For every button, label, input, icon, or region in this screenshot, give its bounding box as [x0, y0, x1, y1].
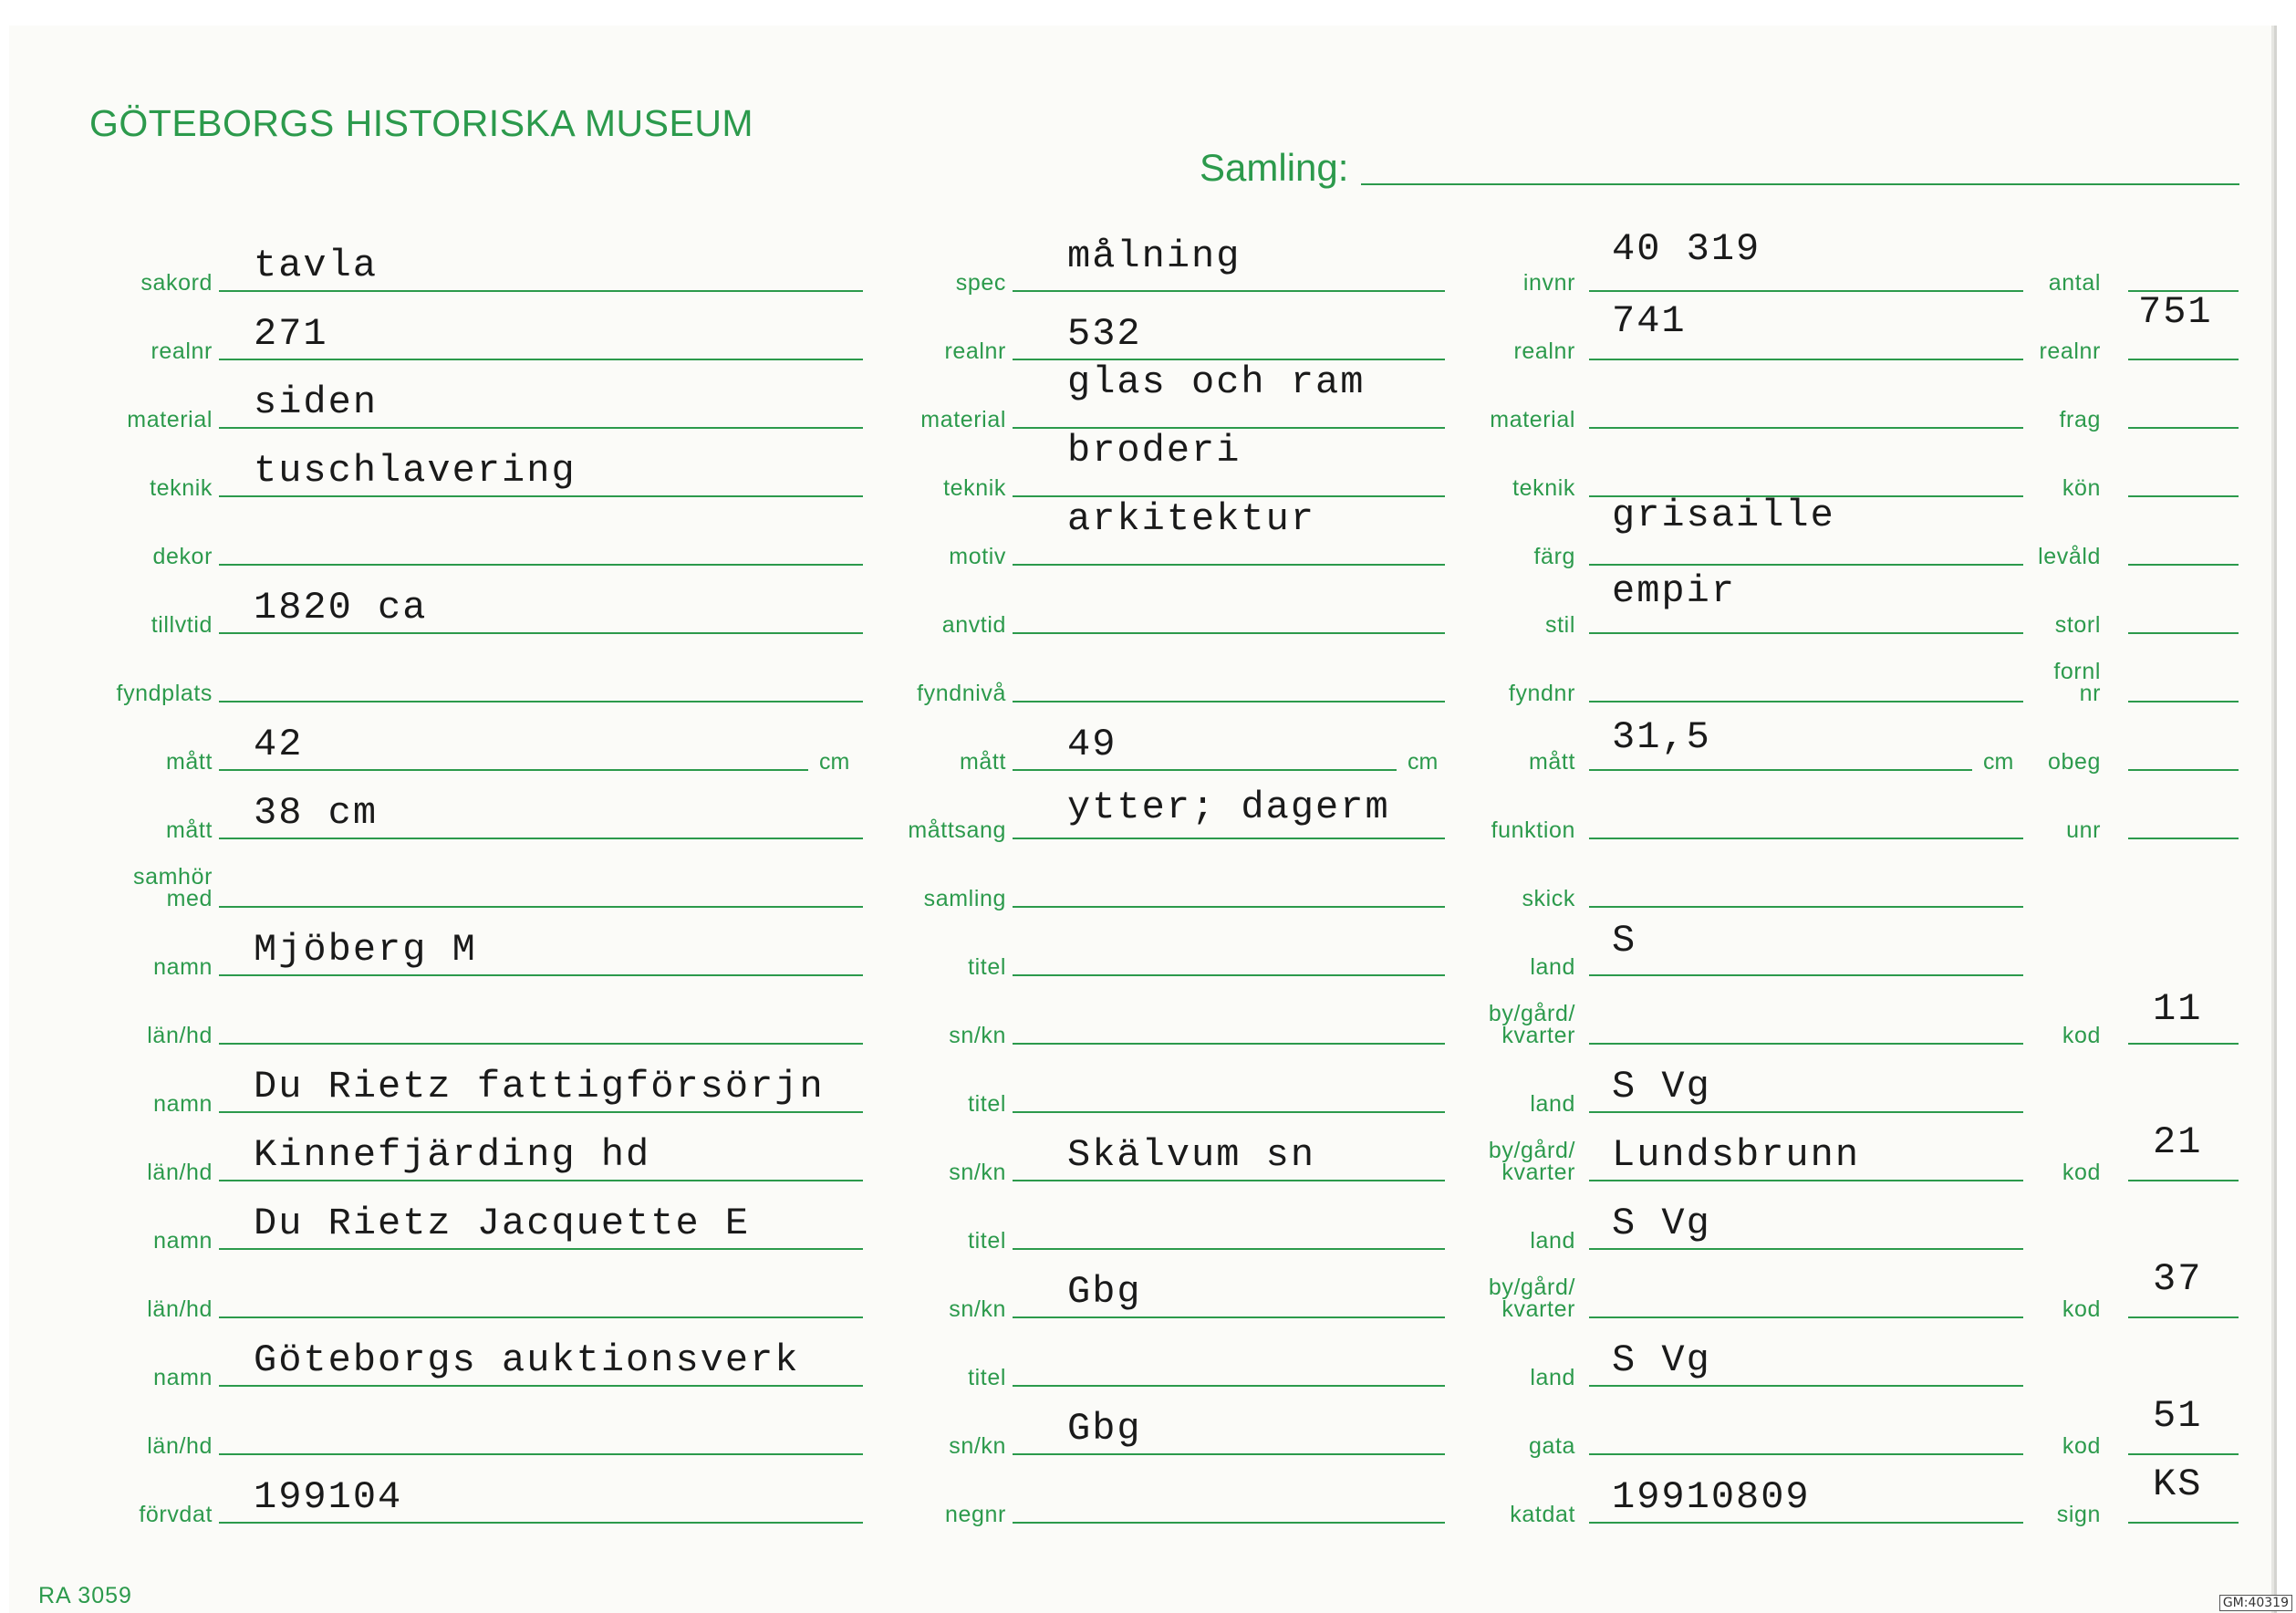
field-line [1013, 701, 1445, 702]
field-line [2128, 1316, 2239, 1318]
field-label-kod: kod [2062, 1023, 2101, 1048]
field-label-teknik: teknik [150, 475, 213, 501]
field-line [1013, 1111, 1445, 1113]
field-line [219, 564, 863, 566]
field-label-titel: titel [968, 1365, 1006, 1390]
field-label-teknik: teknik [943, 475, 1006, 501]
field-line [2128, 427, 2239, 429]
field-line [1589, 974, 2023, 976]
form-code: RA 3059 [38, 1583, 132, 1608]
edge-inventory-tag: GM:40319 [2219, 1595, 2292, 1611]
field-label-måttsang: måttsang [908, 817, 1006, 843]
field-line [219, 1043, 863, 1045]
field-value-namn: Du Rietz fattigförsörjn [254, 1065, 825, 1108]
field-value-sn-kn: Gbg [1067, 1270, 1142, 1314]
field-value-by-gård-kvarter: Lundsbrunn [1612, 1133, 1861, 1177]
field-value-namn: Du Rietz Jacquette E [254, 1202, 751, 1245]
field-label-negnr: negnr [945, 1502, 1006, 1527]
field-label-levåld: levåld [2038, 544, 2101, 569]
field-value-kod: 21 [2153, 1120, 2203, 1164]
field-value-sakord: tavla [254, 244, 379, 287]
field-line [1013, 564, 1445, 566]
field-value-teknik: tuschlavering [254, 449, 577, 493]
field-line [1589, 359, 2023, 360]
field-label-by-gård-kvarter: by/gård/ kvarter [1488, 1001, 1575, 1048]
field-value-land: S [1612, 919, 1637, 963]
field-line [2128, 838, 2239, 839]
field-label-stil: stil [1545, 612, 1575, 638]
field-line [219, 1385, 863, 1387]
field-label-anvtid: anvtid [941, 612, 1006, 638]
field-line [2128, 1453, 2239, 1455]
field-value-realnr: 271 [254, 312, 328, 356]
field-label-kod: kod [2062, 1433, 2101, 1459]
field-label-fyndnr: fyndnr [1508, 681, 1575, 706]
field-label-namn: namn [153, 1228, 213, 1254]
field-line [2128, 495, 2239, 497]
field-line [1013, 974, 1445, 976]
field-label-mått: mått [165, 749, 213, 775]
field-line [2128, 1180, 2239, 1181]
field-line [219, 1316, 863, 1318]
field-value-teknik: broderi [1067, 429, 1242, 473]
field-label-tillvtid: tillvtid [151, 612, 213, 638]
field-label-kod: kod [2062, 1160, 2101, 1185]
samling-line [1361, 183, 2239, 185]
field-line [219, 701, 863, 702]
field-value-sn-kn: Gbg [1067, 1407, 1142, 1451]
field-label-storl: storl [2054, 612, 2101, 638]
field-label-färg: färg [1533, 544, 1575, 569]
field-value-spec: målning [1067, 234, 1242, 278]
field-line [1013, 1453, 1445, 1455]
field-value-län-hd: Kinnefjärding hd [254, 1133, 651, 1177]
unit-cm: cm [1408, 749, 1439, 775]
field-value-måttsang: ytter; dagerm [1067, 786, 1390, 829]
field-line [1589, 769, 1972, 771]
unit-cm: cm [1983, 749, 2014, 775]
field-line [219, 290, 863, 292]
field-line [1013, 1043, 1445, 1045]
field-value-sign: KS [2153, 1462, 2203, 1506]
field-line [219, 427, 863, 429]
field-label-sn-kn: sn/kn [949, 1296, 1006, 1322]
field-label-by-gård-kvarter: by/gård/ kvarter [1488, 1275, 1575, 1322]
field-line [1589, 632, 2023, 634]
field-label-sakord: sakord [140, 270, 213, 296]
field-label-realnr: realnr [1513, 338, 1575, 364]
field-line [219, 1522, 863, 1524]
field-label-län-hd: län/hd [147, 1433, 213, 1459]
field-line [219, 632, 863, 634]
field-label-sn-kn: sn/kn [949, 1160, 1006, 1185]
field-line [1589, 1248, 2023, 1250]
field-line [219, 838, 863, 839]
field-label-motiv: motiv [949, 544, 1006, 569]
field-value-namn: Mjöberg M [254, 928, 477, 972]
field-label-skick: skick [1522, 886, 1575, 911]
field-line [219, 906, 863, 908]
field-line [1589, 290, 2023, 292]
field-line [1589, 1180, 2023, 1181]
field-value-land: S Vg [1612, 1202, 1711, 1245]
field-line [219, 359, 863, 360]
field-value-invnr: 40 319 [1612, 227, 1761, 271]
field-value-mått: 31,5 [1612, 715, 1711, 759]
field-label-material: material [920, 407, 1006, 432]
field-line [1589, 1316, 2023, 1318]
field-label-förvdat: förvdat [139, 1502, 213, 1527]
field-label-antal: antal [2048, 270, 2101, 296]
field-label-land: land [1530, 1365, 1575, 1390]
field-line [2128, 769, 2239, 771]
field-value-kod: 37 [2153, 1257, 2203, 1301]
field-label-sn-kn: sn/kn [949, 1433, 1006, 1459]
museum-title: GÖTEBORGS HISTORISKA MUSEUM [89, 102, 754, 144]
field-value-material: siden [254, 380, 379, 424]
field-line [1589, 564, 2023, 566]
field-label-spec: spec [955, 270, 1006, 296]
field-label-län-hd: län/hd [147, 1296, 213, 1322]
unit-cm: cm [819, 749, 850, 775]
field-line [1013, 1316, 1445, 1318]
field-line [219, 1453, 863, 1455]
field-label-titel: titel [968, 1091, 1006, 1117]
field-label-katdat: katdat [1510, 1502, 1575, 1527]
field-label-namn: namn [153, 1091, 213, 1117]
field-line [2128, 1043, 2239, 1045]
field-line [1589, 701, 2023, 702]
field-label-kod: kod [2062, 1296, 2101, 1322]
field-line [219, 974, 863, 976]
field-label-land: land [1530, 1228, 1575, 1254]
field-value-realnr: 751 [2138, 290, 2213, 334]
field-value-mått: 38 cm [254, 791, 379, 835]
field-value-mått: 42 [254, 723, 304, 766]
field-line [2128, 359, 2239, 360]
field-value-mått: 49 [1067, 723, 1117, 766]
field-line [1013, 632, 1445, 634]
field-label-unr: unr [2066, 817, 2101, 843]
field-value-tillvtid: 1820 ca [254, 586, 428, 630]
field-line [1013, 769, 1397, 771]
field-value-kod: 51 [2153, 1394, 2203, 1438]
field-label-samling: samling [923, 886, 1006, 911]
field-line [1589, 1522, 2023, 1524]
field-label-mått: mått [1528, 749, 1575, 775]
field-line [1589, 427, 2023, 429]
field-line [1013, 290, 1445, 292]
field-line [219, 495, 863, 497]
field-label-funktion: funktion [1491, 817, 1575, 843]
field-value-realnr: 741 [1612, 299, 1687, 343]
field-value-kod: 11 [2153, 987, 2203, 1031]
field-line [1589, 906, 2023, 908]
field-label-realnr: realnr [944, 338, 1006, 364]
field-label-fyndplats: fyndplats [116, 681, 213, 706]
field-label-län-hd: län/hd [147, 1023, 213, 1048]
field-line [2128, 1522, 2239, 1524]
field-label-kön: kön [2062, 475, 2101, 501]
samling-label: Samling: [1200, 146, 1349, 189]
field-label-invnr: invnr [1522, 270, 1575, 296]
field-label-obeg: obeg [2047, 749, 2101, 775]
field-line [219, 1248, 863, 1250]
field-value-namn: Göteborgs auktionsverk [254, 1338, 800, 1382]
field-label-fyndnivå: fyndnivå [917, 681, 1006, 706]
field-label-teknik: teknik [1512, 475, 1575, 501]
field-value-land: S Vg [1612, 1338, 1711, 1382]
field-value-färg: grisaille [1612, 494, 1835, 537]
field-label-by-gård-kvarter: by/gård/ kvarter [1488, 1138, 1575, 1185]
field-label-samhör-med: samhör med [133, 864, 213, 911]
field-label-sign: sign [2056, 1502, 2101, 1527]
field-label-realnr: realnr [151, 338, 213, 364]
field-label-mått: mått [959, 749, 1006, 775]
field-label-material: material [127, 407, 213, 432]
field-label-gata: gata [1528, 1433, 1575, 1459]
field-line [219, 769, 808, 771]
field-line [1013, 1385, 1445, 1387]
field-value-stil: empir [1612, 569, 1737, 613]
field-label-frag: frag [2059, 407, 2101, 432]
field-value-realnr: 532 [1067, 312, 1142, 356]
field-value-katdat: 19910809 [1612, 1475, 1811, 1519]
field-line [1013, 906, 1445, 908]
field-label-dekor: dekor [152, 544, 213, 569]
field-line [1589, 1453, 2023, 1455]
field-line [1589, 838, 2023, 839]
field-value-material: glas och ram [1067, 360, 1366, 404]
field-label-land: land [1530, 1091, 1575, 1117]
field-label-land: land [1530, 954, 1575, 980]
field-line [1013, 1180, 1445, 1181]
field-value-sn-kn: Skälvum sn [1067, 1133, 1316, 1177]
field-line [2128, 701, 2239, 702]
field-label-namn: namn [153, 1365, 213, 1390]
field-line [1589, 1111, 2023, 1113]
field-label-sn-kn: sn/kn [949, 1023, 1006, 1048]
field-value-motiv: arkitektur [1067, 497, 1316, 541]
field-label-material: material [1490, 407, 1575, 432]
field-line [1013, 1522, 1445, 1524]
field-line [2128, 564, 2239, 566]
field-value-land: S Vg [1612, 1065, 1711, 1108]
field-label-mått: mått [165, 817, 213, 843]
field-line [1013, 1248, 1445, 1250]
field-label-namn: namn [153, 954, 213, 980]
field-line [219, 1180, 863, 1181]
field-value-förvdat: 199104 [254, 1475, 403, 1519]
field-label-fornl-nr: fornl nr [2053, 659, 2101, 706]
field-label-län-hd: län/hd [147, 1160, 213, 1185]
field-line [2128, 632, 2239, 634]
field-line [1589, 1043, 2023, 1045]
field-line [219, 1111, 863, 1113]
field-label-titel: titel [968, 1228, 1006, 1254]
field-label-titel: titel [968, 954, 1006, 980]
field-line [1013, 838, 1445, 839]
field-line [1589, 1385, 2023, 1387]
field-label-realnr: realnr [2039, 338, 2101, 364]
